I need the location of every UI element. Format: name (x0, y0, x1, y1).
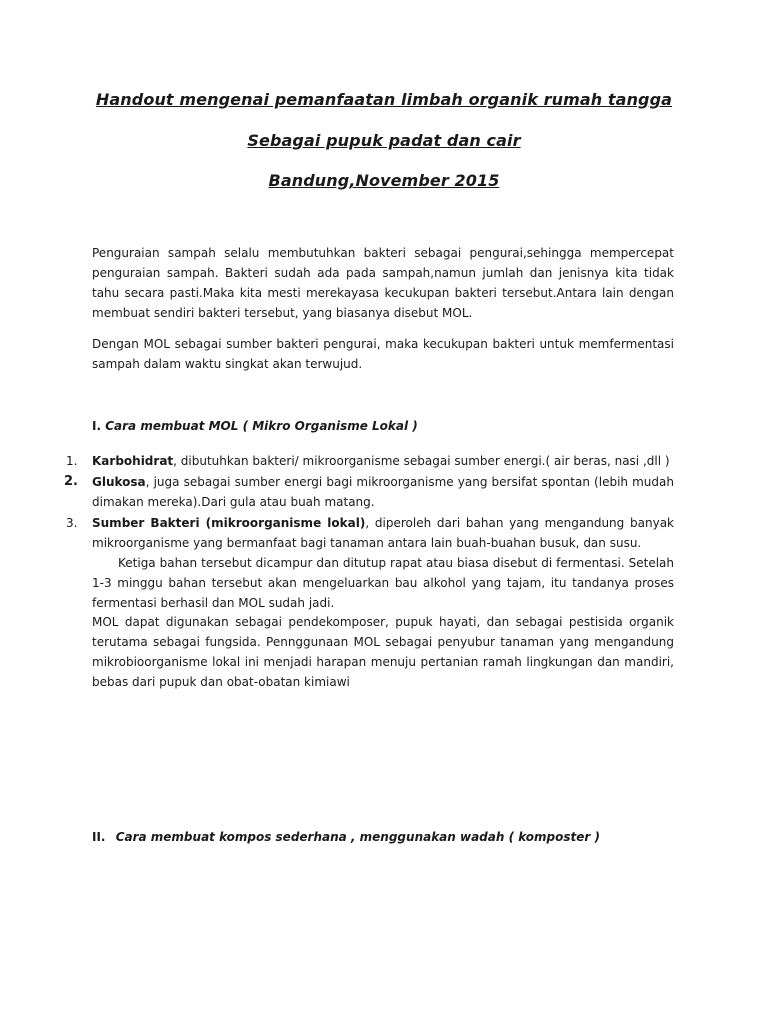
intro-paragraph-2: Dengan MOL sebagai sumber bakteri pengurai, maka kecukupan bakteri untuk memfermentasi sampah dalam waktu singkat akan terwujud. (92, 337, 674, 371)
mol-usage-paragraph: MOL dapat digunakan sebagai pendekomposer, pupuk hayati, dan sebagai pestisida organik terutama sebagai fungsida. Pennggunaan MOL sebagai penyubur tanaman yang mengandung mikrobioorganisme lokal ini menjadi harapan menuju pertanian ramah lingkungan dan mandiri, bebas dari pupuk dan obat-obatan kimiawi (92, 615, 674, 689)
list-item (92, 472, 674, 512)
list-item-term: Glukosa (92, 475, 146, 489)
section-2-heading (92, 830, 600, 844)
section-1-number: I. (92, 419, 102, 433)
list-item-number: 3. (66, 516, 78, 530)
document-date: Bandung,November 2015 (268, 171, 500, 190)
section-1-title: Cara membuat MOL ( Mikro Organisme Lokal ) (105, 419, 418, 433)
list-item-number: 1. (66, 454, 78, 468)
intro-paragraph-1: Penguraian sampah selalu membutuhkan bakteri sebagai pengurai,sehingga mempercepat penguraian sampah. Bakteri sudah ada pada sampah,namun jumlah dan jenisnya kita tidak tahu secara pasti.Maka kita mesti merekayasa kecukupan bakteri tersebut.Antara lain dengan membuat sendiri bakteri tersebut, yang biasanya disebut MOL. (92, 246, 674, 320)
section-2-title: Cara membuat kompos sederhana , menggunakan wadah ( komposter ) (115, 830, 600, 844)
list-item-number: 2. (64, 474, 78, 489)
list-item-text: , dibutuhkan bakteri/ mikroorganisme sebagai sumber energi.( air beras, nasi ,dll ) (173, 454, 670, 468)
section-2-number: II. (92, 830, 106, 844)
document-title: Handout mengenai pemanfaatan limbah organik rumah tangga (95, 90, 673, 109)
section-1-heading (92, 419, 418, 433)
list-item (92, 451, 674, 471)
list-item-text: , diperoleh dari bahan yang mengandung banyak mikroorganisme yang bermanfaat bagi tanaman antara lain buah-buahan busuk, dan susu. (92, 516, 674, 550)
list-item (92, 513, 674, 553)
document-subtitle: Sebagai pupuk padat dan cair (247, 131, 521, 150)
list-item-term: Sumber Bakteri (mikroorganisme lokal) (92, 516, 366, 530)
fermentation-paragraph: Ketiga bahan tersebut dicampur dan ditutup rapat atau biasa disebut di fermentasi. Setelah 1-3 minggu bahan tersebut akan mengeluarkan bau alkohol yang tajam, itu tandanya proses fermentasi berhasil dan MOL sudah jadi. (92, 556, 674, 610)
list-item-term: Karbohidrat (92, 454, 174, 468)
list-item-text: , juga sebagai sumber energi bagi mikroorganisme yang bersifat spontan (lebih mudah dimakan mereka).Dari gula atau buah matang. (92, 475, 674, 509)
